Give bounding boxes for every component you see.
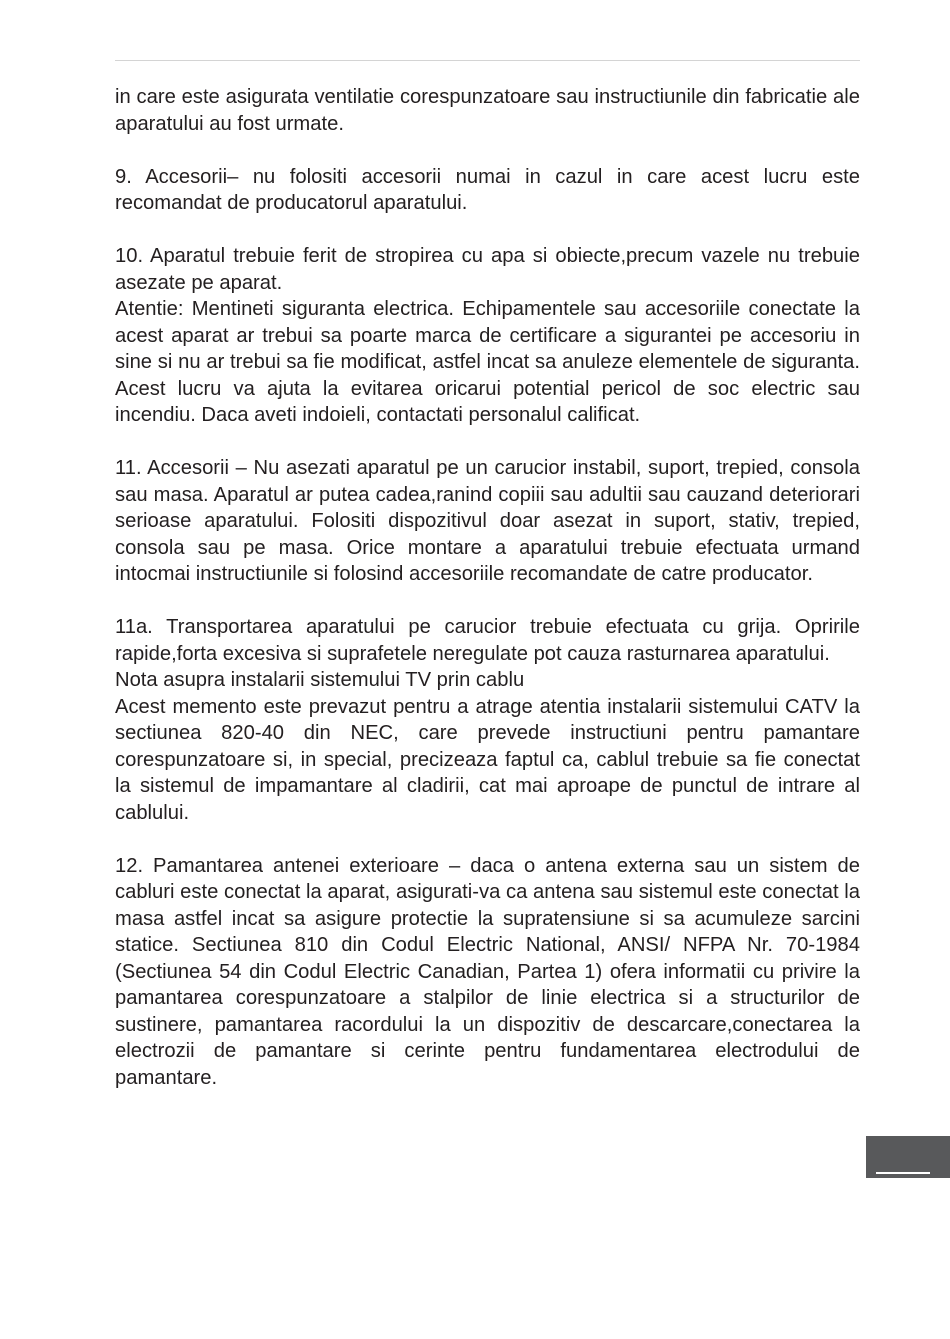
section-10-water: [115, 243, 860, 429]
paragraph: Acest memento este prevazut pentru a atrage atentia instalarii sistemului CATV la sectiunea 820-40 din NEC, care prevede instructiuni pentru pamantare corespunzatoare si, in special, precizeaza faptul ca, cablul trebuie sa fie conectat la sistemul de impamantare al cladirii, cat mai aproape de punctul de intrare al cablului.: [115, 695, 860, 824]
section-ventilation-continued: [115, 84, 860, 137]
paragraph: in care este asigurata ventilatie corespunzatoare sau instructiunile din fabricatie ale aparatului au fost urmate.: [115, 86, 860, 135]
paragraph: 10. Aparatul trebuie ferit de stropirea cu apa si obiecte,precum vazele nu trebuie asezate pe aparat.: [115, 245, 860, 294]
paragraph-warning: Atentie: Mentineti siguranta electrica. Echipamentele sau accesoriile conectate la acest aparat ar trebui sa poarte marca de certificare a sigurantei pe accesoriu in sine si nu ar trebui sa fie modificat, astfel incat sa anuleze elementele de siguranta. Acest lucru va ajuta la evitarea oricarui potential pericol de soc electric sau incendiu. Daca aveti indoieli, contactati personalul calificat.: [115, 298, 860, 426]
section-12-antenna-grounding: [115, 853, 860, 1092]
page-side-tab: [866, 1136, 950, 1178]
paragraph: 9. Accesorii– nu folositi accesorii numai in cazul in care acest lucru este recomandat de producatorul aparatului.: [115, 165, 860, 214]
paragraph-cable-note-heading: Nota asupra instalarii sistemului TV prin cablu: [115, 669, 525, 691]
page-body: [115, 84, 860, 1118]
paragraph: 11. Accesorii – Nu asezati aparatul pe un carucior instabil, suport, trepied, consola sau masa. Aparatul ar putea cadea,ranind copiii sau adultii sau cauzand deteriorari serioase aparatului. Folositi dispozitivul doar asezat in suport, stativ, trepied, consola sau pe masa. Orice montare a aparatului trebuie efectuata urmand intocmai instructiunile si folosind accesoriile recomandate de catre producator.: [115, 457, 860, 585]
section-11a-transport: [115, 614, 860, 826]
header-rule: [115, 60, 860, 61]
section-11-accessories: [115, 455, 860, 588]
section-9-accessories: [115, 164, 860, 217]
paragraph: 11a. Transportarea aparatului pe carucior trebuie efectuata cu grija. Opririle rapide,forta excesiva si suprafetele neregulate pot cauza rasturnarea aparatului.: [115, 616, 860, 665]
paragraph: 12. Pamantarea antenei exterioare – daca o antena externa sau un sistem de cabluri este conectat la aparat, asigurati-va ca antena sau sistemul este conectat la masa astfel incat sa asigure protectie la supratensiune si sa acumuleze sarcini statice. Sectiunea 810 din Codul Electric National, ANSI/ NFPA Nr. 70-1984 (Sectiunea 54 din Codul Electric Canadian, Partea 1) ofera informatii cu privire la pamantarea corespunzatoare a stalpilor de linie electrica si a structurilor de sustinere, pamantarea racordului la un dispozitiv de descarcare,conectarea la electrozii de pamantare si cerinte pentru fundamentarea electrodului de pamantare.: [115, 854, 860, 1089]
side-tab-underline: [876, 1172, 930, 1174]
